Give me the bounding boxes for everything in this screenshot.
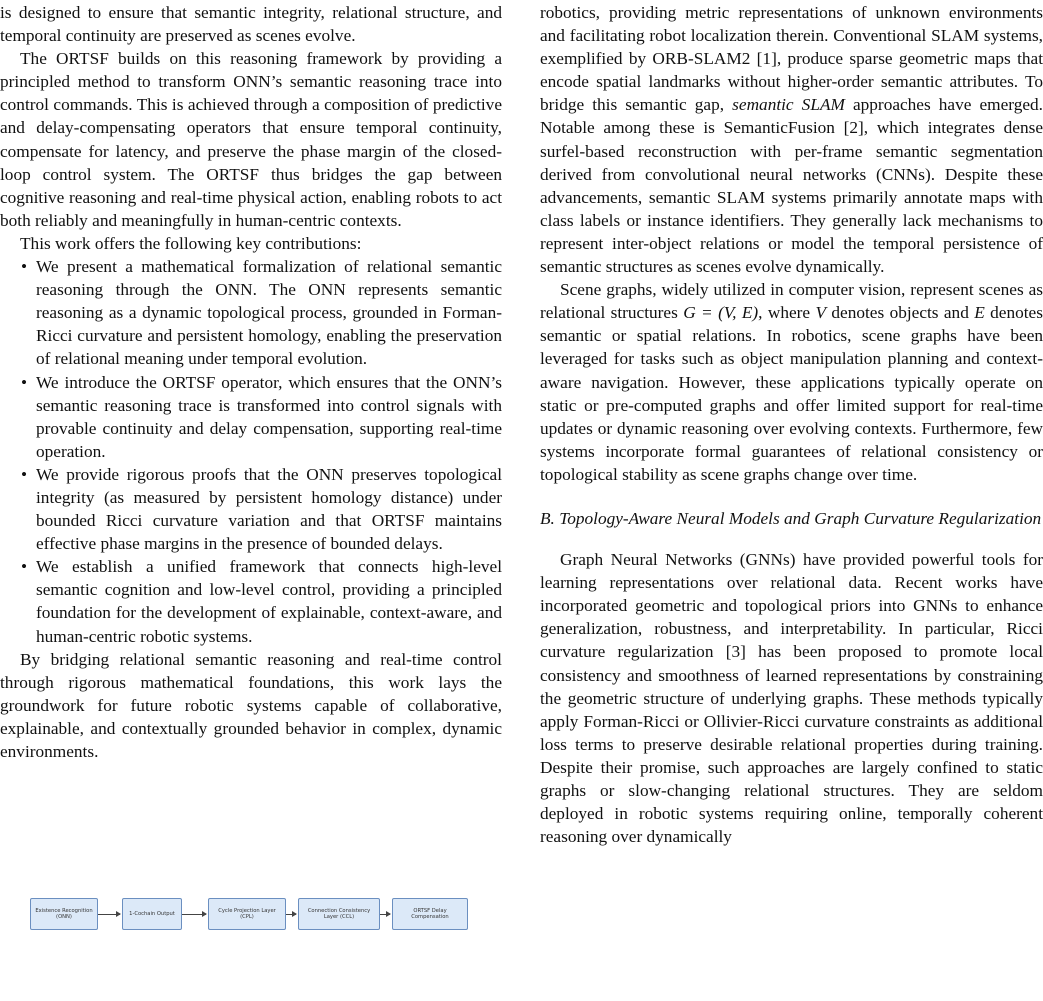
pipeline-diagram <box>30 898 470 932</box>
diagram-box-cochain-output: 1-Cochain Output <box>122 898 182 930</box>
contribution-item: • We introduce the ORTSF operator, which ensures that the ONN’s semantic reasoning trace is transformed into control signals with provable continuity and delay compensation, supporting real-time operation. <box>36 371 502 463</box>
diagram-box-connection-consistency: Connection Consistency Layer (CCL) <box>298 898 380 930</box>
contributions-list <box>0 255 502 648</box>
diagram-arrow <box>380 914 390 915</box>
slam-text-part1: robotics, providing metric representations of unknown environments and facilitating robot localization therein. Conventional SLAM systems, exemplified by ORB-SLAM2 [1], produce sparse geometric maps that encode spatial landmarks without higher-order semantic attributes. To bridge this semantic gap, <box>540 3 1043 115</box>
scene-text-part3: denotes objects and <box>831 303 969 323</box>
contribution-item: • We establish a unified framework that connects high-level semantic cognition and low-level control, providing a principled foundation for the development of explainable, context-aware, and human-centric robotic systems. <box>36 555 502 647</box>
right-column <box>540 0 1043 848</box>
diagram-box-cycle-projection: Cycle Projection Layer (CPL) <box>208 898 286 930</box>
diagram-box-ortsf-delay: ORTSF Delay Compensation <box>392 898 468 930</box>
paragraph-contributions-intro: This work offers the following key contributions: <box>20 233 362 253</box>
diagram-arrow <box>182 914 206 915</box>
slam-text-part2: approaches have emerged. Notable among these is SemanticFusion [2], which integrates dense surfel-based reconstruction with per-frame semantic segmentation derived from convolutional neural networks (CNNs). Despite these advancements, semantic SLAM systems primarily annotate maps with class labels or instance identifiers. They generally lack mechanisms to represent inter-object relations or model the temporal persistence of semantic structures as scenes evolve dynamically. <box>540 95 1043 277</box>
math-e: E <box>974 303 985 323</box>
diagram-box-existence-recognition: Existence Recognition (ONN) <box>30 898 98 930</box>
scene-text-part4: denotes semantic or spatial relations. In robotics, scene graphs have been leveraged for tasks such as object manipulation planning and context-aware navigation. However, these applications typically operate on static or pre-computed graphs and offer limited support for real-time updates or dynamic reasoning over evolving contexts. Furthermore, few systems incorporate formal guarantees of relational consistency or topological stability as scene graphs change over time. <box>540 303 1043 484</box>
contribution-item: • We present a mathematical formalization of relational semantic reasoning through the ONN. The ONN represents semantic reasoning as a dynamic topological process, grounded in Forman-Ricci curvature and persistent homology, enabling the preservation of relational meaning under temporal evolution. <box>36 255 502 370</box>
scene-text-part1: Scene graphs, widely utilized in computer vision, represent scenes as relational structures <box>540 280 1043 323</box>
subsection-title: B. Topology-Aware Neural Models and Graph Curvature Regularization <box>540 508 1042 528</box>
paragraph-slam <box>540 1 1043 278</box>
paragraph-scene-graphs <box>540 278 1043 486</box>
left-column <box>0 0 502 763</box>
paragraph-ortsf: The ORTSF builds on this reasoning framework by providing a principled method to transform ONN’s semantic reasoning trace into control commands. This is achieved through a composition of predictive and delay-compensating operators that ensure temporal continuity, compensate for latency, and preserve the phase margin of the closed-loop control system. The ORTSF thus bridges the gap between cognitive reasoning and real-time physical action, enabling robots to act both reliably and meaningfully in human-centric contexts. <box>0 49 502 230</box>
contribution-item: • We provide rigorous proofs that the ONN preserves topological integrity (as measured by persistent homology distance) under bounded Ricci curvature variation and that ORTSF maintains effective phase margins in the presence of bounded delays. <box>36 463 502 555</box>
paragraph-intro-end: is designed to ensure that semantic integrity, relational structure, and temporal continuity are preserved as scenes evolve. <box>0 3 502 46</box>
diagram-arrow <box>98 914 120 915</box>
math-graph-def: G = (V, E) <box>683 303 759 323</box>
paragraph-bridging: By bridging relational semantic reasoning and real-time control through rigorous mathematical foundations, this work lays the groundwork for future robotic systems capable of collaborative, explainable, and contextually grounded behavior in complex, dynamic environments. <box>0 649 502 761</box>
scene-text-part2: , where <box>758 303 811 323</box>
diagram-arrow <box>286 914 296 915</box>
math-v: V <box>815 303 827 323</box>
slam-emphasis: semantic SLAM <box>732 95 845 115</box>
paragraph-gnn: Graph Neural Networks (GNNs) have provided powerful tools for learning representations over relational data. Recent works have incorporated geometric and topological priors into GNNs to enhance generalization, robustness, and interpretability. In particular, Ricci curvature regularization [3] has been proposed to promote local consistency and smoothness of learned representations by constraining the geometric structure of underlying graphs. These methods typically apply Forman-Ricci or Ollivier-Ricci curvature constraints as additional loss terms to preserve desirable relational properties during training. Despite their promise, such approaches are largely confined to static graphs or slow-changing relational structures. They are seldom deployed in robotic systems requiring online, temporally coherent reasoning over dynamically <box>540 550 1043 847</box>
